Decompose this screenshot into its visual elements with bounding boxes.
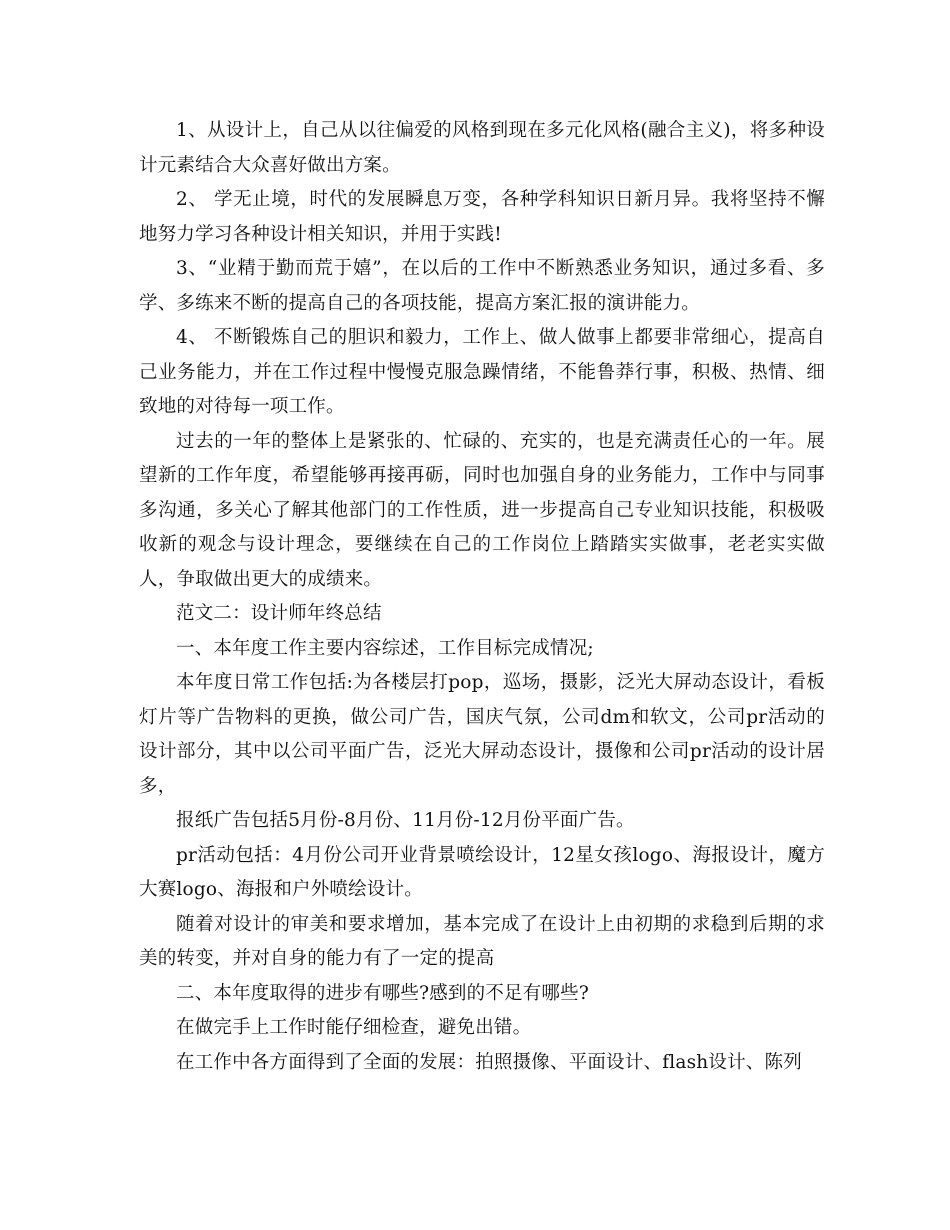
paragraph-4: 4、 不断锻炼自己的胆识和毅力，工作上、做人做事上都要非常细心，提高自己业务能力，并在工作过程中慢慢克服急躁情绪，不能鲁莽行事，积极、热情、细致地的对待每一项工作。 — [139, 327, 825, 417]
paragraph-10: 在做完手上工作时能仔细检查，避免出错。 — [176, 1017, 532, 1038]
paragraph-5: 过去的一年的整体上是紧张的、忙碌的、充实的，也是充满责任心的一年。展望新的工作年度，希望能够再接再砺，同时也加强自身的业务能力，工作中与同事多沟通，多关心了解其他部门的工作性质，进一步提高自己专业知识技能，积极吸收新的观念与设计理念，要继续在自己的工作岗位上踏踏实实做事，老老实实做人，争取做出更大的成绩来。 — [139, 430, 825, 590]
section-title-sample-two: 范文二：设计师年终总结 — [176, 603, 382, 624]
paragraph-6: 本年度日常工作包括:为各楼层打pop，巡场，摄影，泛光大屏动态设计，看板灯片等广告物料的更换，做公司广告，国庆气氛，公司dm和软文，公司pr活动的设计部分，其中以公司平面广告，泛光大屏动态设计，摄像和公司pr活动的设计居多， — [139, 672, 825, 797]
paragraph-9: 随着对设计的审美和要求增加，基本完成了在设计上由初期的求稳到后期的求美的转变，并对自身的能力有了一定的提高 — [139, 913, 825, 969]
section-heading-1: 一、本年度工作主要内容综述，工作目标完成情况; — [176, 637, 594, 659]
document-body — [139, 114, 825, 1080]
paragraph-2: 2、 学无止境，时代的发展瞬息万变，各种学科知识日新月异。我将坚持不懈地努力学习各种设计相关知识，并用于实践! — [139, 189, 825, 245]
section-heading-2: 二、本年度取得的进步有哪些?感到的不足有哪些? — [176, 982, 589, 1004]
paragraph-11: 在工作中各方面得到了全面的发展：拍照摄像、平面设计、flash设计、陈列 — [176, 1051, 802, 1073]
paragraph-3: 3、“业精于勤而荒于嬉”，在以后的工作中不断熟悉业务知识，通过多看、多学、多练来不断的提高自己的各项技能，提高方案汇报的演讲能力。 — [139, 258, 825, 314]
paragraph-1: 1、从设计上，自己从以往偏爱的风格到现在多元化风格(融合主义)，将多种设计元素结合大众喜好做出方案。 — [139, 120, 825, 176]
paragraph-8: pr活动包括：4月份公司开业背景喷绘设计，12星女孩logo、海报设计，魔方大赛logo、海报和户外喷绘设计。 — [139, 844, 825, 900]
paragraph-7: 报纸广告包括5月份-8月份、11月份-12月份平面广告。 — [176, 810, 635, 831]
